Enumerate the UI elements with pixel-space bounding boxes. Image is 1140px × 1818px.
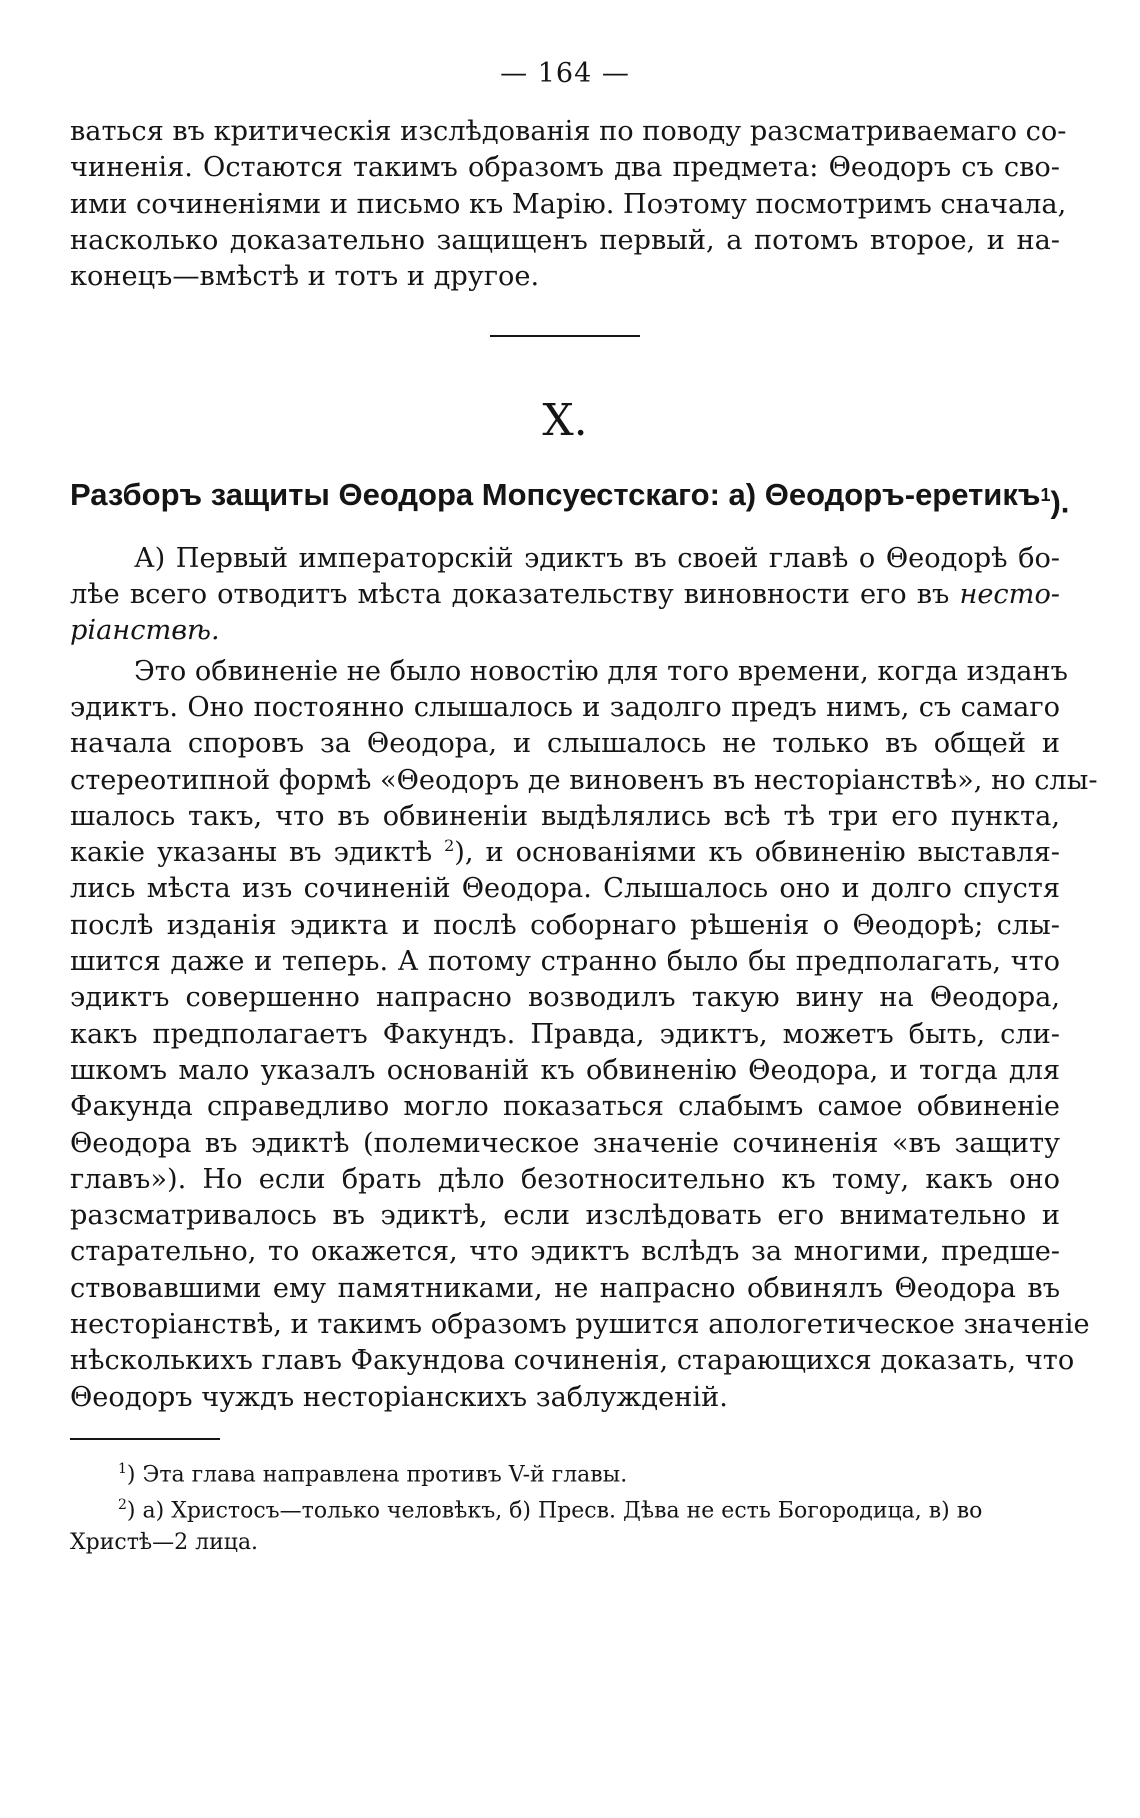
footnote-divider <box>70 1438 220 1440</box>
paragraph-b <box>70 654 1098 1416</box>
footnote-text: ) Эта глава направлена противъ V-й главы. <box>126 1462 628 1488</box>
text-line: А) Первый императорскій эдиктъ въ своей главѣ о Θеодорѣ бо- <box>134 542 1060 574</box>
footnote-line <box>70 1454 1060 1490</box>
section-divider <box>490 335 640 337</box>
text-segment: какіе указаны въ эдиктѣ <box>70 837 433 869</box>
text-line: чиненія. Остаются такимъ образомъ два предмета: Θеодоръ съ сво- <box>70 152 1060 184</box>
text-line: конецъ—вмѣстѣ и тотъ и другое. <box>70 261 540 293</box>
footnote-1 <box>70 1454 1060 1490</box>
text-line: ваться въ критическія изслѣдованія по поводу разсматриваемаго со- <box>70 116 1067 147</box>
text-line: ими сочиненіями и письмо къ Марію. Поэтому посмотримъ сначала, <box>70 188 1067 220</box>
text-line: шалось такъ, что въ обвиненіи выдѣлялись всѣ тѣ три его пункта, <box>70 800 1060 832</box>
text-line: стереотипной формѣ «Θеодоръ де виновенъ въ несторіанствѣ», но слы- <box>70 764 1098 796</box>
text-line: нѣсколькихъ главъ Факундова сочиненія, старающихся доказать, что <box>70 1345 1075 1377</box>
footnote-2 <box>70 1490 1060 1557</box>
text-line: ствовавшими ему памятниками, не напрасно обвинялъ Θеодора въ <box>70 1272 1060 1304</box>
heading-tail: ). <box>1050 484 1070 520</box>
footnote-ref: 1 <box>1040 485 1051 506</box>
text-line <box>70 613 1060 649</box>
text-line: какъ предполагаетъ Факундъ. Правда, эдиктъ, можетъ быть, сли- <box>70 1018 1060 1050</box>
paragraph-a <box>70 541 1060 650</box>
intro-paragraph <box>70 114 1067 295</box>
section-heading-note <box>1040 475 1069 522</box>
footnote-text: ) а) Христосъ—только человѣкъ, б) Пресв. Дѣва не есть Богородица, в) во <box>126 1498 983 1524</box>
text-line: насколько доказательно защищенъ первый, а потомъ второе, и на- <box>70 224 1060 256</box>
text-line: главъ»). Но если брать дѣло безотносительно къ тому, какъ оно <box>70 1163 1060 1195</box>
text-line <box>70 577 1060 613</box>
footnote-ref: 2 <box>444 836 455 856</box>
page-number: — 164 — <box>500 58 630 89</box>
text-line: послѣ изданія эдикта и послѣ соборнаго рѣшенія о Θеодорѣ; слы- <box>70 909 1060 941</box>
text-line: эдиктъ совершенно напрасно возводилъ такую вину на Θеодора, <box>70 982 1060 1014</box>
page <box>70 58 1098 1558</box>
italic-term: несто- <box>959 579 1060 611</box>
section-heading <box>70 475 1070 522</box>
text-line: эдиктъ. Оно постоянно слышалось и задолго предъ нимъ, съ самаго <box>70 692 1060 723</box>
text-line: начала споровъ за Θеодора, и слышалось не только въ общей и <box>70 728 1060 760</box>
text-line: шится даже и теперь. А потому странно было бы предполагать, что <box>70 946 1060 978</box>
text-line: старательно, то окажется, что эдиктъ вслѣдъ за многими, предше- <box>70 1236 1060 1268</box>
text-line: несторіанствѣ, и такимъ образомъ рушится апологетическое значеніе <box>70 1309 1090 1341</box>
text-line: Факунда справедливо могло показаться слабымъ самое обвиненіе <box>70 1091 1060 1123</box>
section-heading-text: Разборъ защиты Θеодора Мопсуестскаго: а) Θеодоръ-еретикъ <box>70 477 1041 513</box>
footnote-line: Христѣ—2 лица. <box>70 1529 259 1555</box>
italic-term: ріанствѣ. <box>70 615 220 647</box>
footnote-mark: 2 <box>118 1497 127 1514</box>
text-line <box>70 835 1060 871</box>
text-line: Θеодора въ эдиктѣ (полемическое значеніе сочиненія «въ защиту <box>70 1127 1060 1159</box>
footnote-mark: 1 <box>118 1460 127 1477</box>
text-segment: ), и основаніями къ обвиненію выставля- <box>454 837 1060 869</box>
text-line: Θеодоръ чуждъ несторіанскихъ заблужденій. <box>70 1381 728 1413</box>
section-number: X. <box>542 395 588 447</box>
text-line: Это обвиненіе не было новостію для того времени, когда изданъ <box>134 655 1068 687</box>
footnote-line <box>70 1490 1060 1526</box>
text-line: разсматривалось въ эдиктѣ, если изслѣдовать его внимательно и <box>70 1200 1060 1232</box>
text-segment: лѣе всего отводитъ мѣста доказательству виновности его въ <box>70 579 950 611</box>
text-line: шкомъ мало указалъ основаній къ обвиненію Θеодора, и тогда для <box>70 1054 1060 1086</box>
text-line: лись мѣста изъ сочиненій Θеодора. Слышалось оно и долго спустя <box>70 873 1060 905</box>
